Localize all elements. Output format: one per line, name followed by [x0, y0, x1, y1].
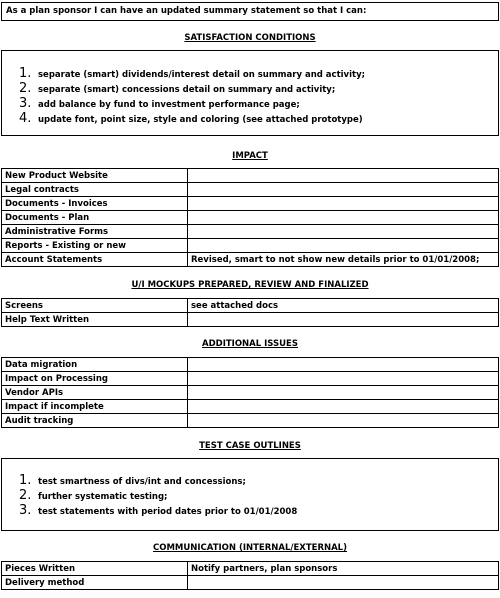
satisfaction-conditions-list	[19, 66, 498, 126]
row-label: Impact on Processing	[2, 372, 188, 386]
mockups-table	[1, 298, 499, 327]
mockups-heading: U/I MOCKUPS PREPARED, REVIEW AND FINALIZED	[131, 280, 369, 290]
row-label: Screens	[2, 299, 188, 313]
row-label: Documents - Plan	[2, 211, 188, 225]
item-number: 3.	[19, 503, 32, 518]
table-row	[2, 299, 499, 313]
communication-heading: COMMUNICATION (INTERNAL/EXTERNAL)	[152, 543, 347, 553]
item-number: 4.	[19, 111, 32, 126]
list-item	[19, 503, 498, 518]
row-label: Account Statements	[2, 253, 188, 267]
row-label: Administrative Forms	[2, 225, 188, 239]
table-row	[2, 169, 499, 183]
table-row	[2, 576, 499, 590]
row-value	[188, 239, 499, 253]
table-row	[2, 211, 499, 225]
row-value: Notify partners, plan sponsors	[188, 562, 499, 576]
list-item	[19, 81, 498, 96]
impact-table	[1, 168, 499, 267]
list-item	[19, 111, 498, 126]
additional-issues-table	[1, 357, 499, 428]
row-label: Delivery method	[2, 576, 188, 590]
table-row	[2, 414, 499, 428]
row-value	[188, 183, 499, 197]
row-value	[188, 169, 499, 183]
item-text: separate (smart) dividends/interest detail on summary and activity;	[38, 70, 366, 80]
test-case-outlines-box	[1, 458, 499, 531]
item-number: 1.	[19, 473, 32, 488]
item-text: further systematic testing;	[38, 492, 168, 502]
satisfaction-conditions-heading: SATISFACTION CONDITIONS	[184, 33, 316, 43]
table-row	[2, 197, 499, 211]
list-item	[19, 473, 498, 488]
row-label: Legal contracts	[2, 183, 188, 197]
row-label: Reports - Existing or new	[2, 239, 188, 253]
row-label: New Product Website	[2, 169, 188, 183]
row-label: Pieces Written	[2, 562, 188, 576]
story-statement: As a plan sponsor I can have an updated summary statement so that I can:	[1, 2, 499, 21]
test-case-outlines-heading: TEST CASE OUTLINES	[199, 441, 301, 451]
table-row	[2, 253, 499, 267]
item-text: update font, point size, style and coloring (see attached prototype)	[38, 115, 363, 125]
row-value	[188, 414, 499, 428]
item-text: add balance by fund to investment performance page;	[38, 100, 300, 110]
row-value	[188, 313, 499, 327]
table-row	[2, 386, 499, 400]
item-text: test smartness of divs/int and concessions;	[38, 477, 246, 487]
row-value	[188, 372, 499, 386]
table-row	[2, 183, 499, 197]
row-value	[188, 576, 499, 590]
item-number: 2.	[19, 81, 32, 96]
row-value	[188, 197, 499, 211]
satisfaction-conditions-box	[1, 50, 499, 136]
row-label: Documents - Invoices	[2, 197, 188, 211]
row-label: Audit tracking	[2, 414, 188, 428]
item-text: separate (smart) concessions detail on summary and activity;	[38, 85, 336, 95]
table-row	[2, 358, 499, 372]
list-item	[19, 488, 498, 503]
row-value	[188, 358, 499, 372]
item-number: 2.	[19, 488, 32, 503]
row-label: Impact if incomplete	[2, 400, 188, 414]
row-value: see attached docs	[188, 299, 499, 313]
list-item	[19, 96, 498, 111]
table-row	[2, 400, 499, 414]
table-row	[2, 562, 499, 576]
additional-issues-heading: ADDITIONAL ISSUES	[202, 339, 298, 349]
row-label: Help Text Written	[2, 313, 188, 327]
communication-table	[1, 561, 499, 590]
row-label: Vendor APIs	[2, 386, 188, 400]
table-row	[2, 313, 499, 327]
table-row	[2, 225, 499, 239]
row-value	[188, 400, 499, 414]
row-label: Data migration	[2, 358, 188, 372]
item-text: test statements with period dates prior to 01/01/2008	[38, 507, 298, 517]
row-value	[188, 211, 499, 225]
row-value: Revised, smart to not show new details prior to 01/01/2008;	[188, 253, 499, 267]
table-row	[2, 372, 499, 386]
list-item	[19, 66, 498, 81]
impact-heading: IMPACT	[232, 151, 268, 161]
row-value	[188, 225, 499, 239]
item-number: 1.	[19, 66, 32, 81]
row-value	[188, 386, 499, 400]
test-case-list	[19, 473, 498, 518]
item-number: 3.	[19, 96, 32, 111]
table-row	[2, 239, 499, 253]
